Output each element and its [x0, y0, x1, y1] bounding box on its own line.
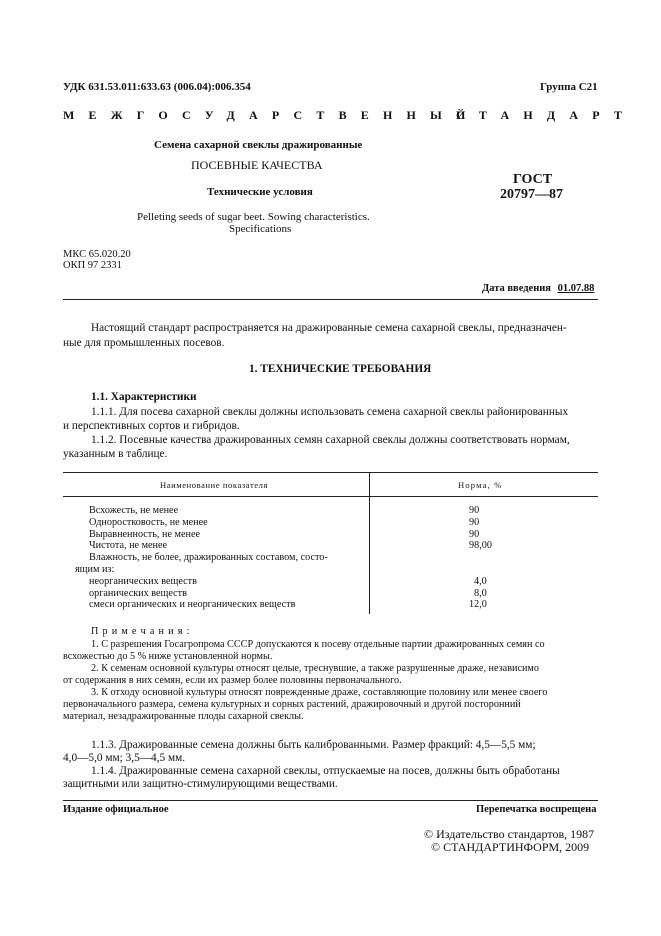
note3-line2: первоначального размера, семена культурных и сорных растений, дражировочный и другой посторонний: [63, 699, 521, 710]
copyright-line2: © СТАНДАРТИНФОРМ, 2009: [431, 840, 590, 854]
table-row-value: 4,0: [474, 576, 487, 587]
table-row-value: 12,0: [469, 599, 487, 610]
okp-code: ОКП 97 2331: [63, 260, 122, 271]
table-row-value: 8,0: [474, 588, 487, 599]
intro-line1: Настоящий стандарт распространяется на дражированные семена сахарной свеклы, предназначен-: [91, 322, 567, 334]
mks-code: МКС 65.020.20: [63, 249, 131, 260]
table-row-value: 98,00: [469, 540, 492, 551]
table-row-name: Влажность, не более, дражированных составом, состо-: [89, 552, 328, 563]
banner-right: СТАНДАРТ: [456, 108, 637, 122]
table-row-name: Всхожесть, не менее: [89, 505, 179, 516]
intro-date-label: Дата введения: [482, 283, 551, 294]
title-line2: ПОСЕВНЫЕ КАЧЕСТВА: [191, 158, 323, 172]
table-header-norm: Норма, %: [458, 480, 503, 490]
table-row-name: органических веществ: [89, 588, 187, 599]
footer-official-edition: Издание официальное: [63, 804, 169, 815]
gost-number: 20797—87: [500, 187, 563, 202]
table-row-name: Одноростковость, не менее: [89, 517, 208, 528]
table-row-name: ящим из:: [75, 564, 115, 575]
title-en-line1: Pelleting seeds of sugar beet. Sowing characteristics.: [137, 211, 370, 223]
p111-line1: 1.1.1. Для посева сахарной свеклы должны использовать семена сахарной свеклы районированных: [91, 406, 569, 418]
table-header-name: Наименование показателя: [160, 480, 269, 490]
note3-line3: материал, незадражированные плоды сахарной свеклы.: [63, 711, 304, 722]
p114-line2: защитными или защитно-стимулирующими веществами.: [63, 778, 338, 790]
subsection-heading: 1.1. Характеристики: [91, 391, 197, 403]
p113-line1: 1.1.3. Дражированные семена должны быть калиброванными. Размер фракций: 4,5—5,5 мм;: [91, 739, 536, 751]
note1-line1: 1. С разрешения Госагропрома СССР допускаются к посеву отдельные партии дражированных семян со: [91, 639, 545, 650]
group-code: Группа С21: [540, 81, 598, 93]
p112-line1: 1.1.2. Посевные качества дражированных семян сахарной свеклы должны соответствовать нормам,: [91, 434, 570, 446]
table-row-value: 90: [469, 505, 480, 516]
section-heading: 1. ТЕХНИЧЕСКИЕ ТРЕБОВАНИЯ: [249, 363, 432, 375]
table-column-divider: [369, 472, 370, 614]
note3-line1: 3. К отходу основной культуры относят поврежденные драже, составляющие половину или менее своего: [91, 687, 548, 698]
p113-line2: 4,0—5,0 мм; 3,5—4,5 мм.: [63, 752, 186, 764]
footer-divider: [63, 800, 598, 801]
title-en-line2: Specifications: [229, 223, 292, 235]
table-header-border: [63, 496, 598, 497]
p111-line2: и перспективных сортов и гибридов.: [63, 420, 240, 432]
gost-label: ГОСТ: [513, 172, 553, 187]
banner-left: МЕЖГОСУДАРСТВЕННЫЙ: [63, 108, 480, 122]
note2-line2: от содержания в них семян, если их размер более половины первоначального.: [63, 675, 402, 686]
table-row-name: неорганических веществ: [89, 576, 197, 587]
note2-line1: 2. К семенам основной культуры относят целые, треснувшие, а также разрушенные драже, независимо: [91, 663, 539, 674]
table-row-value: 90: [469, 517, 480, 528]
intro-date: [482, 283, 594, 294]
note1-line2: всхожестью до 5 % ниже установленной нормы.: [63, 651, 273, 662]
table-row-value: 90: [469, 529, 480, 540]
intro-date-value: 01.07.88: [557, 283, 595, 294]
table-row-name: Выравненность, не менее: [89, 529, 200, 540]
intro-line2: ные для промышленных посевов.: [63, 337, 225, 349]
p114-line1: 1.1.4. Дражированные семена сахарной свеклы, отпускаемые на посев, должны быть обработаны: [91, 765, 560, 777]
title-line3: Технические условия: [207, 186, 313, 198]
date-divider: [63, 299, 598, 300]
copyright-line1: © Издательство стандартов, 1987: [424, 827, 595, 841]
udk-code: УДК 631.53.011:633.63 (006.04):006.354: [63, 81, 251, 93]
p112-line2: указанным в таблице.: [63, 448, 168, 460]
notes-heading: П р и м е ч а н и я :: [91, 626, 191, 637]
table-row-name: Чистота, не менее: [89, 540, 168, 551]
footer-reprint-prohibited: Перепечатка воспрещена: [476, 804, 597, 815]
table-row-name: смеси органических и неорганических веществ: [89, 599, 296, 610]
table-top-border: [63, 472, 598, 473]
title-line1: Семена сахарной свеклы дражированные: [154, 139, 363, 151]
